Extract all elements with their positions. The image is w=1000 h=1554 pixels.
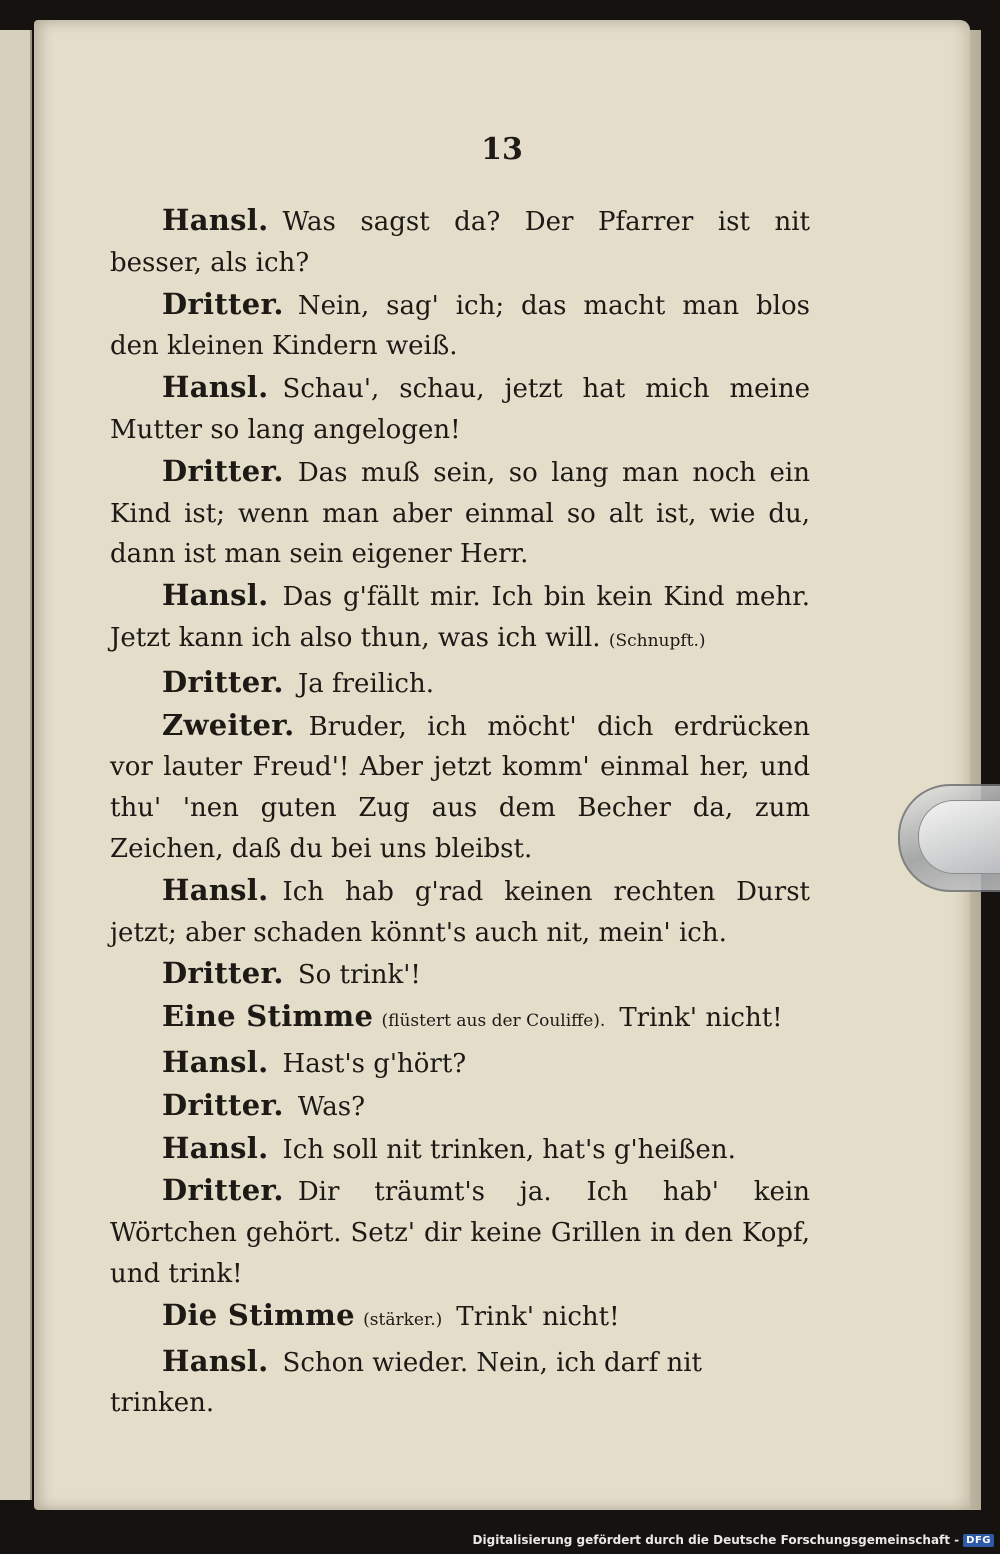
paragraph (110, 1295, 810, 1341)
speaker-name: Hansl. (162, 1343, 269, 1378)
dialogue-text: Schon wieder. Nein, ich darf nit trinken. (110, 1347, 702, 1419)
speaker-name: Dritter. (162, 1173, 284, 1208)
stage-direction: (Schnupft.) (608, 630, 706, 651)
page-text (110, 200, 810, 1424)
dialogue-text: Ja freilich. (297, 668, 434, 699)
page-number: 13 (481, 132, 523, 167)
dialogue-text: Was? (297, 1091, 366, 1122)
speaker-name: Hansl. (162, 578, 269, 613)
paragraph (110, 1042, 810, 1085)
paragraph (110, 367, 810, 451)
speaker-name: Dritter. (162, 453, 284, 488)
paragraph (110, 1128, 810, 1171)
speaker-name: Hansl. (162, 1044, 269, 1079)
paragraph (110, 996, 810, 1042)
left-page-edge (0, 30, 32, 1500)
dialogue-text: Hast's g'hört? (282, 1048, 467, 1079)
paragraph (110, 953, 810, 996)
speaker-name: Die Stimme (162, 1297, 355, 1332)
dialogue-text: Schau', schau, jetzt hat mich meine Mutter so lang angelogen! (110, 374, 810, 445)
digitization-footer (473, 1530, 994, 1550)
speaker-name: Dritter. (162, 664, 284, 699)
dialogue-text: Das muß sein, so lang man noch ein Kind ist; wenn man aber einmal so alt ist, wie du, dann ist man sein eigener Herr. (110, 457, 810, 570)
dialogue-text: Ich hab g'rad keinen rechten Durst jetzt; aber schaden könnt's auch nit, mein' ich. (110, 876, 810, 948)
paragraph (110, 200, 810, 284)
dialogue-text: So trink'! (297, 960, 421, 991)
footer-text: Digitalisierung gefördert durch die Deutsche Forschungsgemeinschaft - (472, 1533, 960, 1547)
speaker-name: Hansl. (162, 1130, 269, 1165)
speaker-name: Dritter. (162, 956, 284, 991)
paragraph (110, 1341, 810, 1425)
dfg-logo: DFG (963, 1534, 994, 1547)
book-page (34, 20, 970, 1510)
paragraph (110, 1170, 810, 1294)
paragraph (110, 575, 810, 662)
speaker-name: Dritter. (162, 1087, 284, 1122)
speaker-name: Eine Stimme (162, 999, 374, 1034)
paragraph (110, 284, 810, 368)
dialogue-text: Dir träumt's ja. Ich hab' kein Wörtchen gehört. Setz' dir keine Grillen in den Kopf, und trink! (110, 1177, 810, 1289)
paragraph (110, 1085, 810, 1128)
paragraph (110, 705, 810, 870)
dialogue-text: Das g'fällt mir. Ich bin kein Kind mehr. Jetzt kann ich also thun, was ich will. (110, 582, 810, 653)
stage-direction: (stärker.) (363, 1309, 443, 1330)
dialogue-text: Nein, sag' ich; das macht man blos den kleinen Kindern weiß. (110, 290, 810, 362)
dialogue-text: Was sagst da? Der Pfarrer ist nit besser, als ich? (110, 207, 810, 278)
dialogue-text: Trink' nicht! (619, 1003, 783, 1034)
dialogue-text: Ich soll nit trinken, hat's g'heißen. (282, 1134, 736, 1165)
dialogue-text: Trink' nicht! (456, 1301, 620, 1332)
dialogue-text: Bruder, ich möcht' dich erdrücken vor lauter Freud'! Aber jetzt komm' einmal her, und thu' 'nen guten Zug aus dem Becher da, zum Zeichen, daß du bei uns bleibst. (110, 711, 810, 864)
speaker-name: Dritter. (162, 286, 284, 321)
speaker-name: Hansl. (162, 203, 269, 237)
paragraph (110, 662, 810, 705)
paragraph (110, 451, 810, 575)
speaker-name: Zweiter. (162, 707, 295, 742)
speaker-name: Hansl. (162, 370, 269, 405)
paragraph (110, 870, 810, 954)
page-clip-inner (918, 800, 1000, 874)
stage-direction: (flüstert aus der Couliffe). (381, 1011, 606, 1032)
speaker-name: Hansl. (162, 872, 269, 907)
